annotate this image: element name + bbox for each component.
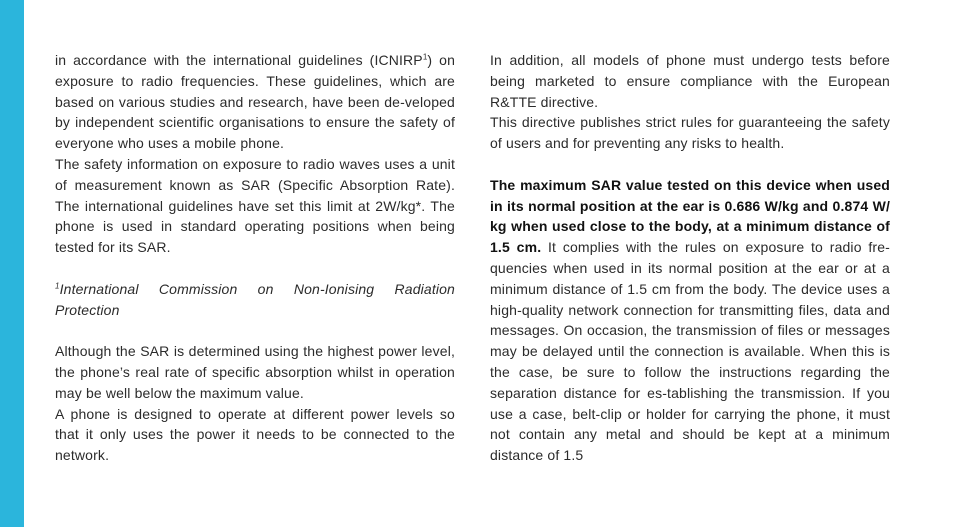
paragraph-sar-power-level: Although the SAR is determined using the highest power level, the phone’s real rate of specific absorption whilst in operation may be well below the maximum value. <box>55 343 455 401</box>
footnote: $^1$International Commission on Non-Ionising Radiation Protection <box>55 280 455 318</box>
footnote-reference: 1 <box>422 52 428 62</box>
paragraph-sar-definition: The safety information on exposure to radio waves uses a unit of measurement known as SAR (Specific Absorption Rate). The international guidelines have set this limit at 2W/kg*. The phone is used in standard operating positions when being tested for its SAR. <box>55 155 455 256</box>
side-color-bar <box>0 0 24 527</box>
paragraph-max-sar: The maximum SAR value tested on this device when used in its normal position at the ear is 0.686 W/kg and 0.874 W/ kg when used close to the body, at a minimum distance of 1.5 cm. It complies with the rules on exposure to radio fre-quencies when used in its normal position at the ear or at a minimum distance of 1.5 cm from the body. The device uses a high-quality network connection for transmitting files, data and messages. On occasion, the transmission of files or messages may be delayed until the connection is available. When this is the case, be sure to follow the instructions regarding the separation distance for es-tablishing the transmission. If you use a case, belt-clip or holder for carrying the phone, it must not contain any metal and should be kept at a minimum distance of 1.5 <box>490 176 890 464</box>
paragraph-icnirp-guidelines: in accordance with the international guidelines (ICNIRP$^1$) on exposure to radio frequencies. These guidelines, which are based on various studies and research, have been de-veloped by independent scientific organisations to ensure the safety of everyone who uses a mobile phone. <box>55 52 456 152</box>
paragraph-compliance-tests: In addition, all models of phone must undergo tests before being marketed to ensure compliance with the European R&TTE directive. <box>490 52 890 110</box>
paragraph-power-levels: A phone is designed to operate at different power levels so that it only uses the power it needs to be connected to the network. <box>55 405 455 464</box>
right-column <box>490 50 890 466</box>
left-column <box>55 50 455 466</box>
paragraph-directive: This directive publishes strict rules for guaranteeing the safety of users and for preventing any risks to health. <box>490 114 890 152</box>
max-sar-statement: The maximum SAR value tested on this device when used in its normal position at the ear is 0.686 W/kg and 0.874 W/ kg when used close to the body, at a minimum distance of 1.5 cm. <box>490 176 890 256</box>
footnote-mark: 1 <box>55 281 60 291</box>
